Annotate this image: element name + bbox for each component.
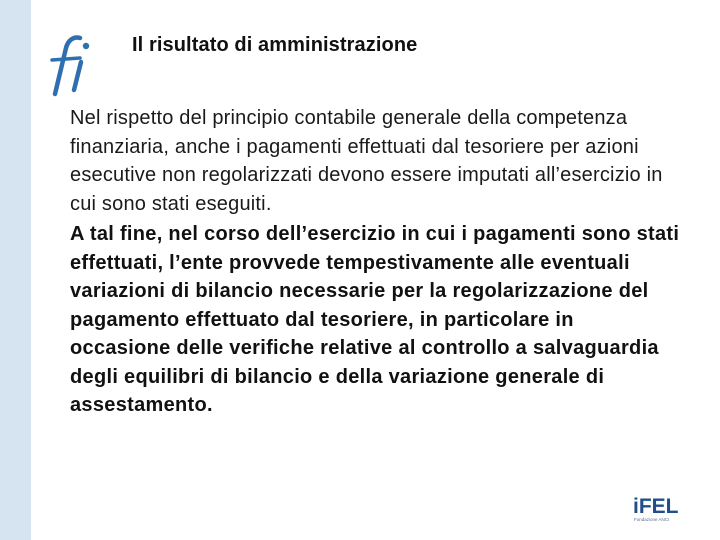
- paragraph-emphasis: A tal fine, nel corso dell’esercizio in cui i pagamenti sono stati effettuati, l’ente provvede tempestivamente alle eventuali variazioni di bilancio necessarie per la regolarizzazione del pagamento effettuato dal tesoriere, in particolare in occasione delle verifiche relative al controllo a salvaguardia degli equilibri di bilancio e della variazione generale di assestamento.: [70, 223, 680, 416]
- ifel-logo-text: iFEL: [633, 495, 679, 518]
- slide-body: [70, 104, 680, 420]
- ifel-logo: [632, 492, 679, 524]
- paragraph-intro: Nel rispetto del principio contabile generale della competenza finanziaria, anche i pagamenti effettuati dal tesoriere per azioni esecutive non regolarizzati devono essere imputati all’esercizio in cui sono stati eseguiti.: [70, 107, 663, 215]
- side-band: [0, 0, 31, 540]
- fi-logo-icon: [44, 32, 104, 102]
- ifel-logo-subtext: Fondazione ANCI: [634, 517, 670, 522]
- slide-title: Il risultato di amministrazione: [132, 34, 418, 56]
